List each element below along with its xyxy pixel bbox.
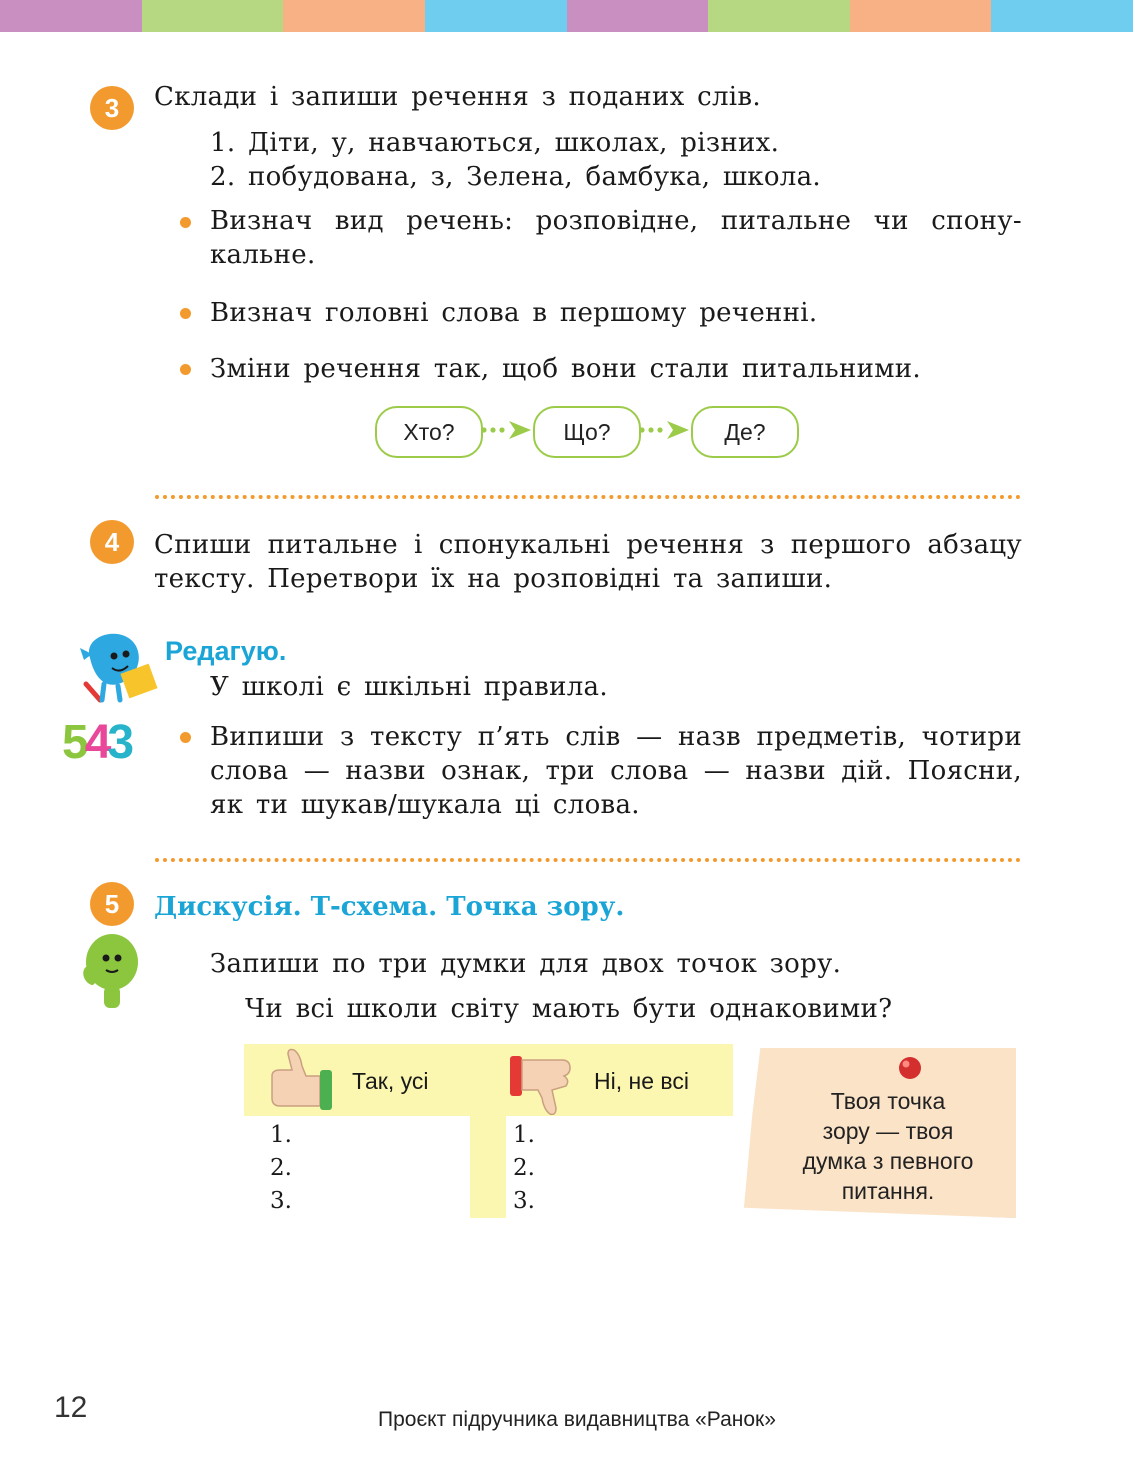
task5-heading: Дискусія. Т-схема. Точка зору. (154, 892, 625, 922)
page-number: 12 (54, 1391, 88, 1424)
task5-instruction: Запиши по три думки для двох точок зору. (210, 949, 842, 979)
task-number-badge: 3 (90, 86, 134, 130)
task3-bullet-1: Визнач вид речень: розповідне, питальне чи спону- (210, 206, 1022, 236)
mascot-pencil-icon (74, 628, 166, 704)
task-number-badge: 4 (90, 520, 134, 564)
t-chart-left-row: 2. (270, 1155, 292, 1181)
task4-bullet-line-2: слова — назви ознак, три слова — назви дій. Поясни, (210, 756, 1022, 786)
task4-line-2: тексту. Перетвори їх на розповідні та запиши. (154, 564, 833, 594)
question-box-who: Хто? (375, 406, 483, 458)
dotted-arrow-icon (479, 418, 535, 442)
sticky-note-text (770, 1086, 1006, 1206)
t-chart-right-row: 3. (513, 1188, 535, 1214)
task5-question: Чи всі школи світу мають бути однаковими? (245, 994, 893, 1024)
digit-3: 3 (107, 716, 131, 769)
task3-instruction: Склади і запиши речення з поданих слів. (154, 82, 761, 112)
edit-sentence: У школі є шкільні правила. (210, 672, 608, 702)
task4-bullet-line-3: як ти шукав/шукала ці слова. (210, 790, 640, 820)
task-number-badge: 5 (90, 882, 134, 926)
digit-4: 4 (84, 716, 108, 769)
bullet-dot (180, 308, 191, 319)
note-line: думка з певного (802, 1148, 974, 1174)
stripe-segment (567, 0, 709, 32)
dotted-divider (155, 495, 1021, 499)
note-line: зору — твоя (822, 1118, 954, 1144)
stripe-segment (708, 0, 850, 32)
stripe-segment (425, 0, 567, 32)
stripe-segment (0, 0, 142, 32)
numbers-543-icon (62, 716, 130, 770)
note-line: питання. (841, 1178, 935, 1204)
stripe-segment (850, 0, 992, 32)
stripe-segment (991, 0, 1133, 32)
task3-bullet-2: Визнач головні слова в першому реченні. (210, 298, 818, 328)
bullet-dot (180, 732, 191, 743)
stripe-segment (142, 0, 284, 32)
task4-bullet-line-1: Випиши з тексту п’ять слів — назв предметів, чотири (210, 722, 1022, 752)
mascot-green-icon (76, 930, 144, 1014)
digit-5: 5 (62, 716, 85, 769)
question-box-where: Де? (691, 406, 799, 458)
task3-item-1: 1. Діти, у, навчаються, школах, різних. (210, 128, 780, 158)
edit-heading: Редагую. (165, 636, 287, 666)
t-chart-right-header: Ні, не всі (594, 1068, 689, 1094)
bullet-dot (180, 217, 191, 228)
dotted-arrow-icon (637, 418, 693, 442)
bullet-dot (180, 364, 191, 375)
t-chart-left-header: Так, усі (352, 1068, 429, 1094)
stripe-segment (283, 0, 425, 32)
task4-line-1: Спиши питальне і спонукальні речення з першого абзацу (154, 530, 1022, 560)
dotted-divider (155, 858, 1021, 862)
t-chart-right-row: 1. (513, 1122, 535, 1148)
t-chart-left-row: 3. (270, 1188, 292, 1214)
t-chart-stem (470, 1116, 506, 1218)
task3-bullet-3: Зміни речення так, щоб вони стали питальними. (210, 354, 921, 384)
top-color-stripe (0, 0, 1133, 32)
note-line: Твоя точка (830, 1088, 946, 1114)
pushpin-icon (896, 1054, 924, 1082)
t-chart-left-row: 1. (270, 1122, 292, 1148)
t-chart-right-row: 2. (513, 1155, 535, 1181)
thumbs-up-icon (262, 1046, 336, 1112)
thumbs-down-icon (506, 1054, 580, 1120)
task3-bullet-1-cont: кальне. (210, 240, 316, 270)
footer-publisher-text: Проєкт підручника видавництва «Ранок» (378, 1408, 776, 1431)
question-box-what: Що? (533, 406, 641, 458)
task3-item-2: 2. побудована, з, Зелена, бамбука, школа. (210, 162, 821, 192)
